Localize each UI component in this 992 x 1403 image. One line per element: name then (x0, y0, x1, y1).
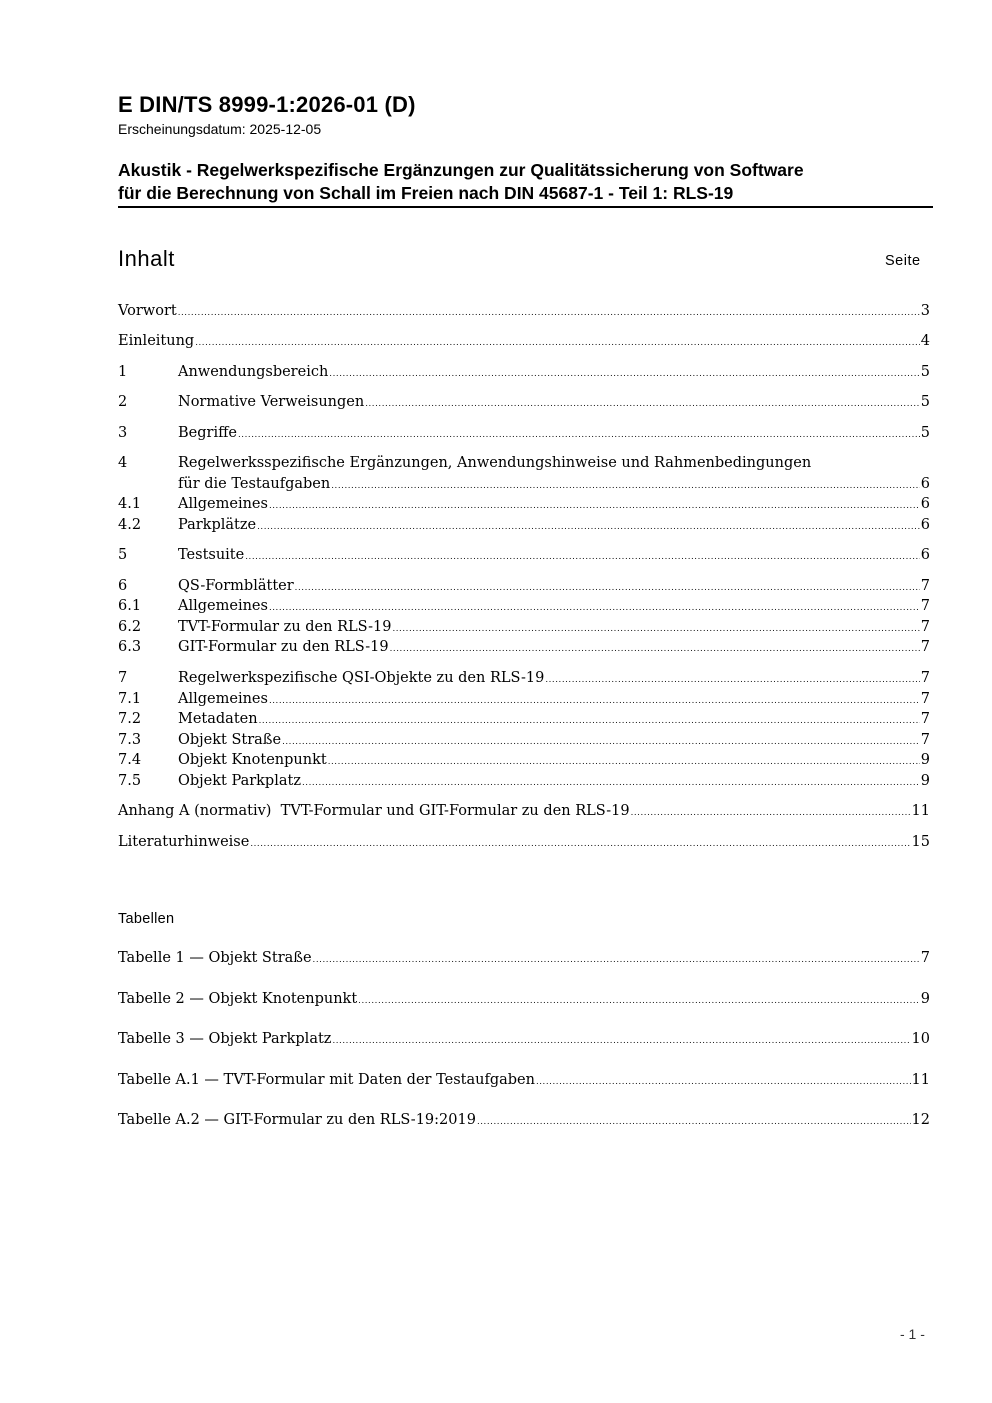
toc-entry-title: Allgemeines (178, 598, 268, 614)
toc-entry-number: 6.3 (118, 639, 142, 655)
toc-entry-title: Metadaten (178, 711, 258, 727)
toc-entry-title: Allgemeines (178, 496, 268, 512)
toc-entry-title: Begriffe (178, 425, 237, 441)
toc-entry-title: TVT-Formular zu den RLS-19 (178, 619, 392, 635)
dot-leader (238, 423, 920, 446)
toc-entry-number: 7.4 (118, 752, 142, 768)
toc-entry-title: Objekt Parkplatz (178, 773, 301, 789)
toc-entry-title: Regelwerksspezifische Ergänzungen, Anwendungshinweise und Rahmenbedingungen (178, 455, 812, 471)
toc-entry-7[interactable] (118, 668, 930, 691)
toc-entry-7-2[interactable] (118, 709, 930, 732)
dot-leader (329, 362, 919, 385)
toc-entry-2[interactable] (118, 392, 930, 415)
toc-entry-page: 9 (920, 773, 930, 789)
toc-entry-title-continued: für die Testaufgaben (178, 475, 331, 492)
toc-entry-page: 5 (920, 394, 930, 410)
toc-entry-number: 3 (118, 425, 128, 441)
toc-entry-title: Objekt Knotenpunkt (178, 752, 327, 768)
toc-entry-5[interactable] (118, 545, 930, 568)
toc-entry-page: 6 (920, 547, 930, 563)
publication-date: Erscheinungsdatum: 2025-12-05 (118, 121, 322, 137)
toc-entry-title: Anhang A (normativ) TVT-Formular und GIT-Formular zu den RLS-19 (118, 803, 630, 819)
table-entry-a1[interactable] (118, 1070, 930, 1093)
page-column-label: Seite (885, 253, 921, 269)
toc-entry-page: 6 (920, 517, 930, 533)
toc-entry-3[interactable] (118, 423, 930, 446)
toc-entry-title: Objekt Straße (178, 732, 282, 748)
toc-entry-title: QS-Formblätter (178, 578, 294, 594)
toc-entry-title: Parkplätze (178, 517, 257, 533)
toc-entry-page: 6 (920, 496, 930, 512)
toc-entry-1[interactable] (118, 362, 930, 385)
table-entry-title: Tabelle 1 — Objekt Straße (118, 950, 312, 966)
toc-entry-number: 6.1 (118, 598, 142, 614)
table-entry-page: 12 (911, 1112, 930, 1128)
table-entry-3[interactable] (118, 1029, 930, 1052)
dot-leader (365, 392, 920, 415)
toc-entry-number: 7.2 (118, 711, 142, 727)
toc-entry-number: 1 (118, 364, 128, 380)
toc-entry-literaturhinweise[interactable] (118, 832, 930, 855)
table-entry-title: Tabelle A.1 — TVT-Formular mit Daten der Testaufgaben (118, 1072, 535, 1088)
dot-leader (178, 301, 920, 324)
toc-entry-4[interactable] (118, 453, 930, 496)
table-entry-page: 11 (911, 1072, 930, 1088)
toc-entry-page: 5 (920, 364, 930, 380)
dot-leader (257, 515, 920, 538)
dot-leader (477, 1110, 911, 1133)
toc-entry-number: 7.5 (118, 773, 142, 789)
dot-leader (245, 545, 920, 568)
toc-entry-number: 7 (118, 670, 128, 686)
toc-entry-page: 7 (920, 691, 930, 707)
toc-entry-number: 7.3 (118, 732, 142, 748)
toc-entry-title: Testsuite (178, 547, 245, 563)
document-title-line-1: Akustik - Regelwerkspezifische Ergänzungen zur Qualitätssicherung von Software (118, 160, 804, 180)
toc-entry-title: Einleitung (118, 333, 195, 349)
toc-entry-page: 7 (920, 578, 930, 594)
toc-heading: Inhalt (118, 246, 175, 271)
toc-entry-page: 5 (920, 425, 930, 441)
table-entry-1[interactable] (118, 948, 930, 971)
document-id: E DIN/TS 8999-1:2026-01 (D) (118, 92, 416, 117)
dot-leader (631, 801, 911, 824)
toc-entry-number: 5 (118, 547, 128, 563)
toc-entry-number: 7.1 (118, 691, 142, 707)
toc-entry-page: 7 (920, 639, 930, 655)
toc-entry-page: 7 (920, 670, 930, 686)
toc-entry-page: 15 (911, 834, 930, 850)
table-entry-title: Tabelle 2 — Objekt Knotenpunkt (118, 991, 358, 1007)
table-entry-title: Tabelle 3 — Objekt Parkplatz (118, 1031, 332, 1047)
toc-entry-page: 7 (920, 598, 930, 614)
toc-entry-number: 4.1 (118, 496, 142, 512)
toc-entry-page: 4 (920, 333, 930, 349)
toc-entry-number: 6.2 (118, 619, 142, 635)
toc-entry-number: 4.2 (118, 517, 142, 533)
table-entry-title: Tabelle A.2 — GIT-Formular zu den RLS-19:2019 (118, 1112, 476, 1128)
dot-leader (259, 709, 920, 732)
toc-entry-number: 4 (118, 455, 128, 471)
dot-leader (313, 948, 920, 971)
toc-entry-7-5[interactable] (118, 771, 930, 794)
toc-entry-page: 7 (920, 732, 930, 748)
toc-entry-title: Vorwort (118, 303, 177, 319)
toc-entry-vorwort[interactable] (118, 301, 930, 324)
toc-entry-title: Literaturhinweise (118, 834, 250, 850)
toc-entry-title: Allgemeines (178, 691, 268, 707)
table-entry-a2[interactable] (118, 1110, 930, 1133)
toc-entry-number: 2 (118, 394, 128, 410)
dot-leader (250, 832, 910, 855)
table-entry-2[interactable] (118, 989, 930, 1012)
toc-entry-title: Normative Verweisungen (178, 394, 365, 410)
dot-leader (269, 596, 920, 619)
dot-leader (331, 474, 920, 497)
dot-leader (269, 494, 920, 517)
toc-entry-anhang-a[interactable] (118, 801, 930, 824)
page-number: - 1 - (900, 1326, 925, 1342)
table-entry-page: 7 (920, 950, 930, 966)
toc-entry-title: Regelwerkspezifische QSI-Objekte zu den RLS-19 (178, 670, 545, 686)
toc-entry-7-4[interactable] (118, 750, 930, 773)
toc-entry-4-2[interactable] (118, 515, 930, 538)
toc-entry-4-1[interactable] (118, 494, 930, 517)
toc-entry-page: 7 (920, 619, 930, 635)
dot-leader (390, 637, 920, 660)
toc-entry-title: Anwendungsbereich (178, 364, 329, 380)
toc-entry-einleitung[interactable] (118, 331, 930, 354)
table-entry-page: 9 (920, 991, 930, 1007)
toc-entry-page: 6 (920, 475, 930, 492)
toc-entry-number: 6 (118, 578, 128, 594)
toc-entry-page: 9 (920, 752, 930, 768)
dot-leader (358, 989, 920, 1012)
dot-leader (328, 750, 920, 773)
tables-heading: Tabellen (118, 911, 175, 927)
toc-entry-title: GIT-Formular zu den RLS-19 (178, 639, 389, 655)
toc-entry-page: 3 (920, 303, 930, 319)
dot-leader (195, 331, 920, 354)
dot-leader (545, 668, 919, 691)
dot-leader (536, 1070, 911, 1093)
dot-leader (302, 771, 920, 794)
document-title (118, 159, 933, 208)
dot-leader (332, 1029, 910, 1052)
toc-entry-page: 7 (920, 711, 930, 727)
toc-entry-6-3[interactable] (118, 637, 930, 660)
toc-entry-6-1[interactable] (118, 596, 930, 619)
document-title-line-2: für die Berechnung von Schall im Freien nach DIN 45687-1 - Teil 1: RLS-19 (118, 183, 734, 203)
toc-entry-page: 11 (911, 803, 930, 819)
table-entry-page: 10 (911, 1031, 930, 1047)
